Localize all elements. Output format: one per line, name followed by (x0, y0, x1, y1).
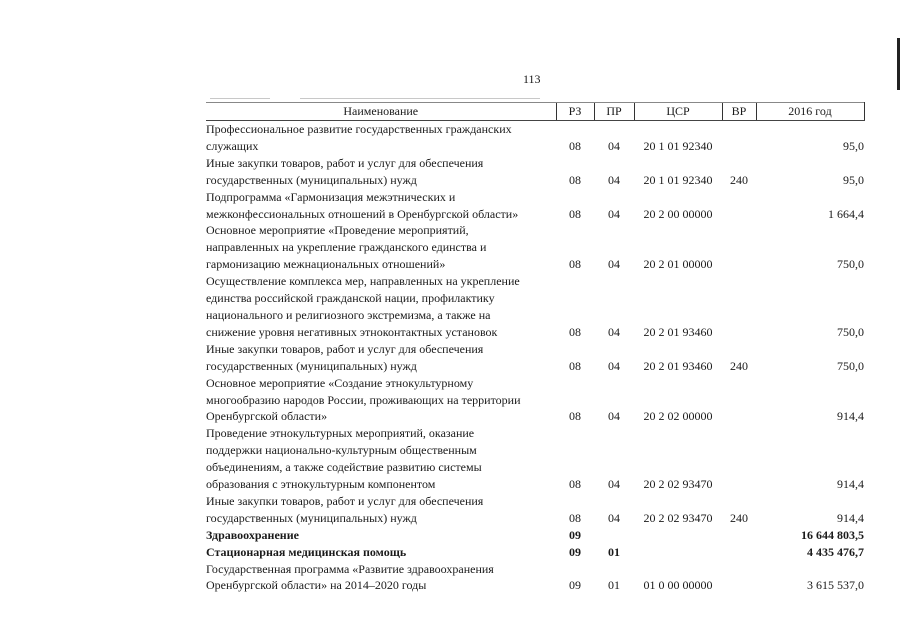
table-row (206, 425, 864, 493)
row-name-line: направленных на укрепление гражданского единства и (206, 240, 487, 255)
row-amount: 95,0 (843, 138, 864, 153)
table-row (206, 189, 864, 223)
row-pr: 04 (608, 324, 620, 339)
table-row (206, 121, 864, 155)
table-row (206, 273, 864, 341)
row-rz: 08 (569, 206, 581, 221)
row-amount: 914,4 (837, 409, 864, 424)
table-header-row (206, 103, 864, 121)
row-name-line: Оренбургской области» на 2014–2020 годы (206, 578, 427, 593)
table-row (206, 222, 864, 273)
row-amount: 95,0 (843, 172, 864, 187)
row-rz: 09 (569, 527, 581, 542)
row-name-line: Иные закупки товаров, работ и услуг для обеспечения (206, 341, 484, 356)
row-pr: 04 (608, 358, 620, 373)
table-row (206, 341, 864, 375)
row-pr: 04 (608, 206, 620, 221)
row-name-line: гармонизацию межнациональных отношений» (206, 257, 446, 272)
row-rz: 08 (569, 409, 581, 424)
row-name-line: единства российской гражданской нации, профилактику (206, 291, 495, 306)
row-amount: 914,4 (837, 510, 864, 525)
table-row (206, 544, 864, 561)
row-pr: 01 (608, 544, 620, 559)
row-vr (722, 273, 756, 341)
row-pr: 04 (608, 172, 620, 187)
table-row (206, 155, 864, 189)
row-name (206, 561, 556, 595)
row-csr: 20 2 00 00000 (643, 206, 713, 221)
row-csr: 20 2 01 93460 (643, 358, 713, 373)
table-row (206, 493, 864, 527)
row-pr (594, 527, 634, 544)
row-pr: 04 (608, 477, 620, 492)
row-csr: 20 2 02 93470 (643, 477, 713, 492)
row-rz: 09 (569, 544, 581, 559)
header-csr: ЦСР (634, 103, 722, 121)
row-rz: 08 (569, 172, 581, 187)
header-rz: РЗ (556, 103, 594, 121)
row-csr: 20 2 01 00000 (643, 257, 713, 272)
row-amount: 750,0 (837, 257, 864, 272)
row-name-line: Оренбургской области» (206, 409, 328, 424)
row-name-line: Осуществление комплекса мер, направленных на укрепление (206, 274, 520, 289)
row-name (206, 189, 556, 223)
row-csr: 01 0 00 00000 (643, 578, 713, 593)
row-name-line: государственных (муниципальных) нужд (206, 358, 417, 373)
row-pr: 01 (608, 578, 620, 593)
row-name-line: объединениям, а также содействие развитию системы (206, 460, 482, 475)
row-csr (634, 544, 722, 561)
row-name-line: Проведение этнокультурных мероприятий, оказание (206, 426, 475, 441)
row-rz: 08 (569, 358, 581, 373)
budget-table (206, 102, 865, 594)
row-pr: 04 (608, 409, 620, 424)
row-vr (722, 527, 756, 544)
row-name-line: поддержки национально-культурным общественным (206, 443, 477, 458)
table-row (206, 527, 864, 544)
row-vr: 240 (730, 358, 748, 373)
row-name-line: Иные закупки товаров, работ и услуг для обеспечения (206, 493, 484, 508)
row-name-line: государственных (муниципальных) нужд (206, 172, 417, 187)
row-rz: 08 (569, 477, 581, 492)
table-row (206, 561, 864, 595)
table-row (206, 375, 864, 426)
row-name-line: государственных (муниципальных) нужд (206, 510, 417, 525)
row-name-line: служащих (206, 138, 259, 153)
row-name-line: национального и религиозного экстремизма, а также на (206, 307, 491, 322)
row-amount: 914,4 (837, 477, 864, 492)
row-csr (634, 527, 722, 544)
row-amount: 1 664,4 (828, 206, 864, 221)
row-name (206, 544, 556, 561)
header-vr: ВР (722, 103, 756, 121)
row-vr (722, 544, 756, 561)
row-csr: 20 1 01 92340 (643, 172, 713, 187)
header-year: 2016 год (756, 103, 864, 121)
row-amount: 4 435 476,7 (807, 544, 864, 559)
row-amount: 16 644 803,5 (801, 527, 864, 542)
row-vr (722, 121, 756, 155)
row-name-line: межконфессиональных отношений в Оренбургской области» (206, 206, 519, 221)
row-name (206, 273, 556, 341)
row-name (206, 121, 556, 155)
row-rz: 09 (569, 578, 581, 593)
header-pr: ПР (594, 103, 634, 121)
row-name-line: Государственная программа «Развитие здравоохранения (206, 561, 494, 576)
row-rz: 08 (569, 510, 581, 525)
row-name-line: Иные закупки товаров, работ и услуг для обеспечения (206, 155, 484, 170)
row-amount: 750,0 (837, 358, 864, 373)
row-csr: 20 2 01 93460 (643, 324, 713, 339)
row-name (206, 527, 556, 544)
page-number: 113 (523, 72, 541, 86)
row-name-line: Здравоохранение (206, 527, 299, 542)
row-name (206, 375, 556, 426)
row-name-line: Профессиональное развитие государственных гражданских (206, 122, 512, 136)
row-pr: 04 (608, 510, 620, 525)
row-csr: 20 2 02 00000 (643, 409, 713, 424)
row-vr: 240 (730, 172, 748, 187)
row-pr: 04 (608, 257, 620, 272)
row-csr: 20 2 02 93470 (643, 510, 713, 525)
scan-edge-mark (897, 38, 900, 90)
row-vr (722, 189, 756, 223)
row-name (206, 425, 556, 493)
row-name (206, 493, 556, 527)
row-amount: 3 615 537,0 (807, 578, 864, 593)
table-body (206, 121, 864, 595)
row-name (206, 341, 556, 375)
row-name-line: многообразию народов России, проживающих на территории (206, 392, 521, 407)
row-name-line: Основное мероприятие «Создание этнокультурному (206, 375, 474, 390)
row-rz: 08 (569, 324, 581, 339)
row-pr: 04 (608, 138, 620, 153)
faint-scan-line (300, 98, 540, 99)
row-name-line: Основное мероприятие «Проведение мероприятий, (206, 223, 469, 238)
row-vr (722, 375, 756, 426)
row-name (206, 155, 556, 189)
row-amount: 750,0 (837, 324, 864, 339)
header-name: Наименование (206, 103, 556, 121)
row-name-line: Подпрограмма «Гармонизация межэтнических и (206, 189, 456, 204)
row-name-line: образования с этнокультурным компонентом (206, 477, 436, 492)
row-vr: 240 (730, 510, 748, 525)
faint-scan-line (210, 98, 270, 99)
row-rz: 08 (569, 257, 581, 272)
row-name-line: Стационарная медицинская помощь (206, 544, 407, 559)
row-vr (722, 222, 756, 273)
row-name-line: снижение уровня негативных этноконтактных установок (206, 324, 498, 339)
row-vr (722, 425, 756, 493)
row-name (206, 222, 556, 273)
row-csr: 20 1 01 92340 (643, 138, 713, 153)
row-vr (722, 561, 756, 595)
row-rz: 08 (569, 138, 581, 153)
